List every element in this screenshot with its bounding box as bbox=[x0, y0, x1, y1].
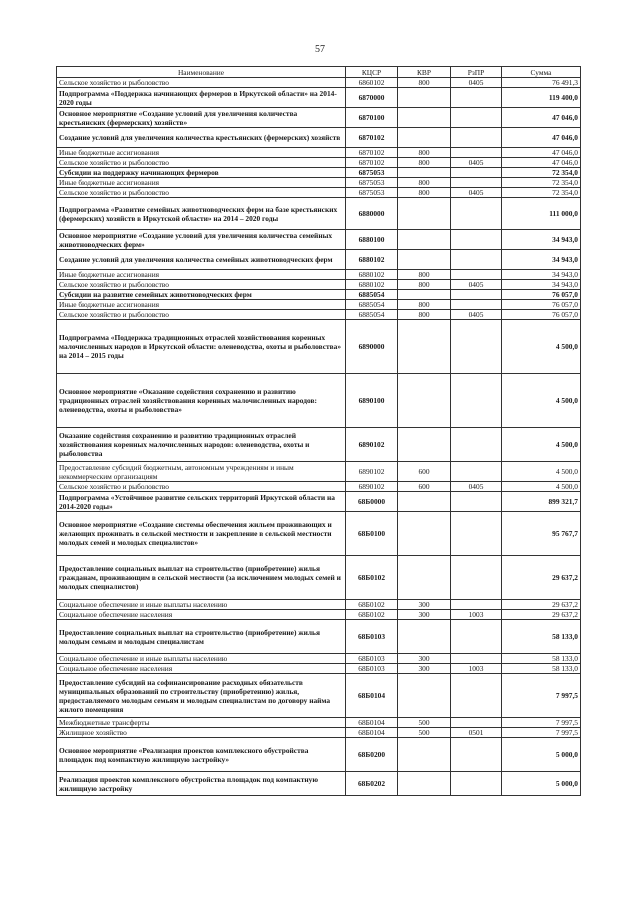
table-row bbox=[57, 158, 581, 168]
table-row bbox=[57, 674, 581, 718]
table-row bbox=[57, 374, 581, 428]
row-kvr-cell bbox=[398, 198, 451, 230]
table-row bbox=[57, 310, 581, 320]
row-kvr-cell: 800 bbox=[398, 300, 451, 310]
row-kvr-cell bbox=[398, 128, 451, 148]
row-kcsr-cell: 68Б0102 bbox=[346, 610, 398, 620]
row-name-cell: Подпрограмма «Развитие семейных животноводческих ферм на базе крестьянских (фермерских) хозяйств в Иркутской области» на 2014 – 2020 годы bbox=[57, 198, 346, 230]
row-kvr-cell bbox=[398, 290, 451, 300]
row-rzpr-cell bbox=[451, 88, 502, 108]
row-kvr-cell bbox=[398, 620, 451, 654]
row-rzpr-cell: 0405 bbox=[451, 78, 502, 88]
table-row bbox=[57, 300, 581, 310]
row-rzpr-cell: 0405 bbox=[451, 158, 502, 168]
row-kvr-cell: 800 bbox=[398, 188, 451, 198]
row-name-cell: Иные бюджетные ассигнования bbox=[57, 178, 346, 188]
row-kcsr-cell: 6880102 bbox=[346, 280, 398, 290]
row-rzpr-cell bbox=[451, 198, 502, 230]
row-name-cell: Создание условий для увеличения количества семейных животноводческих ферм bbox=[57, 250, 346, 270]
row-kcsr-cell: 6870102 bbox=[346, 148, 398, 158]
row-sum-cell: 72 354,0 bbox=[502, 188, 581, 198]
table-row bbox=[57, 88, 581, 108]
table-row bbox=[57, 188, 581, 198]
row-kcsr-cell: 6880000 bbox=[346, 198, 398, 230]
budget-table bbox=[56, 66, 581, 796]
row-sum-cell: 76 491,3 bbox=[502, 78, 581, 88]
row-sum-cell: 47 046,0 bbox=[502, 158, 581, 168]
row-name-cell: Предоставление социальных выплат на строительство (приобретение) жилья молодым семьям и молодым специалистам bbox=[57, 620, 346, 654]
row-kcsr-cell: 68Б0104 bbox=[346, 718, 398, 728]
table-row bbox=[57, 600, 581, 610]
column-header-kvr: КВР bbox=[398, 67, 451, 78]
row-name-cell: Подпрограмма «Поддержка начинающих фермеров в Иркутской области» на 2014-2020 годы bbox=[57, 88, 346, 108]
row-kvr-cell bbox=[398, 374, 451, 428]
row-kvr-cell: 500 bbox=[398, 728, 451, 738]
row-kvr-cell: 300 bbox=[398, 654, 451, 664]
row-kvr-cell bbox=[398, 738, 451, 772]
row-name-cell: Основное мероприятие «Создание условий для увеличения количества семейных животноводческих ферм» bbox=[57, 230, 346, 250]
row-rzpr-cell bbox=[451, 620, 502, 654]
row-sum-cell: 95 767,7 bbox=[502, 512, 581, 556]
row-sum-cell: 4 500,0 bbox=[502, 482, 581, 492]
row-sum-cell: 58 133,0 bbox=[502, 654, 581, 664]
table-row bbox=[57, 428, 581, 462]
row-kvr-cell bbox=[398, 230, 451, 250]
row-sum-cell: 7 997,5 bbox=[502, 674, 581, 718]
table-row bbox=[57, 178, 581, 188]
row-kcsr-cell: 68Б0103 bbox=[346, 654, 398, 664]
row-sum-cell: 29 637,2 bbox=[502, 600, 581, 610]
column-header-name: Наименование bbox=[57, 67, 346, 78]
row-kvr-cell bbox=[398, 772, 451, 796]
row-rzpr-cell: 0405 bbox=[451, 482, 502, 492]
row-kvr-cell: 800 bbox=[398, 280, 451, 290]
row-name-cell: Субсидии на развитие семейных животноводческих ферм bbox=[57, 290, 346, 300]
row-kvr-cell: 800 bbox=[398, 270, 451, 280]
table-row bbox=[57, 270, 581, 280]
row-name-cell: Сельское хозяйство и рыболовство bbox=[57, 188, 346, 198]
row-sum-cell: 58 133,0 bbox=[502, 664, 581, 674]
row-sum-cell: 34 943,0 bbox=[502, 280, 581, 290]
row-kvr-cell bbox=[398, 168, 451, 178]
row-rzpr-cell bbox=[451, 320, 502, 374]
table-row bbox=[57, 556, 581, 600]
row-kcsr-cell: 68Б0104 bbox=[346, 674, 398, 718]
row-rzpr-cell: 0501 bbox=[451, 728, 502, 738]
row-kcsr-cell: 6875053 bbox=[346, 188, 398, 198]
row-name-cell: Иные бюджетные ассигнования bbox=[57, 148, 346, 158]
row-kcsr-cell: 6890102 bbox=[346, 462, 398, 482]
row-kvr-cell: 500 bbox=[398, 718, 451, 728]
row-rzpr-cell bbox=[451, 428, 502, 462]
row-rzpr-cell: 0405 bbox=[451, 280, 502, 290]
row-sum-cell: 72 354,0 bbox=[502, 168, 581, 178]
row-name-cell: Предоставление субсидий бюджетным, автономным учреждениям и иным некоммерческим организациям bbox=[57, 462, 346, 482]
row-sum-cell: 7 997,5 bbox=[502, 718, 581, 728]
row-kvr-cell: 800 bbox=[398, 78, 451, 88]
row-kcsr-cell: 68Б0100 bbox=[346, 512, 398, 556]
row-name-cell: Основное мероприятие «Реализация проектов комплексного обустройства площадок под компактную жилищную застройку» bbox=[57, 738, 346, 772]
row-name-cell: Предоставление социальных выплат на строительство (приобретение) жилья гражданам, проживающим в сельской местности (за исключением молодых семей и молодых специалистов) bbox=[57, 556, 346, 600]
row-kcsr-cell: 68Б0200 bbox=[346, 738, 398, 772]
row-sum-cell: 4 500,0 bbox=[502, 428, 581, 462]
table-row bbox=[57, 664, 581, 674]
column-header-sum: Сумма bbox=[502, 67, 581, 78]
table-row bbox=[57, 148, 581, 158]
table-row bbox=[57, 610, 581, 620]
row-kvr-cell bbox=[398, 492, 451, 512]
row-sum-cell: 34 943,0 bbox=[502, 270, 581, 280]
row-kcsr-cell: 6875053 bbox=[346, 168, 398, 178]
row-rzpr-cell: 0405 bbox=[451, 310, 502, 320]
row-kcsr-cell: 6890100 bbox=[346, 374, 398, 428]
table-row bbox=[57, 482, 581, 492]
row-name-cell: Социальное обеспечение населения bbox=[57, 610, 346, 620]
row-kcsr-cell: 6880100 bbox=[346, 230, 398, 250]
column-header-kcsr: КЦСР bbox=[346, 67, 398, 78]
table-row bbox=[57, 772, 581, 796]
row-name-cell: Основное мероприятие «Создание системы обеспечения жильем проживающих и желающих проживать в сельской местности и закрепление в сельской местности молодых семей и молодых специалистов» bbox=[57, 512, 346, 556]
row-sum-cell: 47 046,0 bbox=[502, 128, 581, 148]
row-rzpr-cell bbox=[451, 270, 502, 280]
row-kvr-cell bbox=[398, 674, 451, 718]
table-row bbox=[57, 168, 581, 178]
row-kvr-cell bbox=[398, 320, 451, 374]
row-kvr-cell: 600 bbox=[398, 462, 451, 482]
row-kvr-cell: 300 bbox=[398, 600, 451, 610]
row-name-cell: Межбюджетные трансферты bbox=[57, 718, 346, 728]
row-kcsr-cell: 6870102 bbox=[346, 128, 398, 148]
table-row bbox=[57, 728, 581, 738]
row-sum-cell: 47 046,0 bbox=[502, 108, 581, 128]
row-kcsr-cell: 6880102 bbox=[346, 270, 398, 280]
row-sum-cell: 76 057,0 bbox=[502, 310, 581, 320]
row-kcsr-cell: 6890000 bbox=[346, 320, 398, 374]
row-rzpr-cell bbox=[451, 300, 502, 310]
row-rzpr-cell bbox=[451, 654, 502, 664]
row-sum-cell: 119 400,0 bbox=[502, 88, 581, 108]
row-sum-cell: 111 000,0 bbox=[502, 198, 581, 230]
row-sum-cell: 5 000,0 bbox=[502, 738, 581, 772]
row-sum-cell: 899 321,7 bbox=[502, 492, 581, 512]
row-kcsr-cell: 68Б0202 bbox=[346, 772, 398, 796]
row-sum-cell: 5 000,0 bbox=[502, 772, 581, 796]
table-row bbox=[57, 250, 581, 270]
row-rzpr-cell bbox=[451, 250, 502, 270]
row-name-cell: Иные бюджетные ассигнования bbox=[57, 270, 346, 280]
table-row bbox=[57, 290, 581, 300]
row-sum-cell: 76 057,0 bbox=[502, 300, 581, 310]
row-kcsr-cell: 6890102 bbox=[346, 482, 398, 492]
row-name-cell: Создание условий для увеличения количества крестьянских (фермерских) хозяйств bbox=[57, 128, 346, 148]
row-rzpr-cell bbox=[451, 178, 502, 188]
row-rzpr-cell: 1003 bbox=[451, 610, 502, 620]
table-row bbox=[57, 718, 581, 728]
table-row bbox=[57, 492, 581, 512]
row-kcsr-cell: 6890102 bbox=[346, 428, 398, 462]
row-rzpr-cell bbox=[451, 148, 502, 158]
row-name-cell: Сельское хозяйство и рыболовство bbox=[57, 158, 346, 168]
row-name-cell: Субсидии на поддержку начинающих фермеров bbox=[57, 168, 346, 178]
row-name-cell: Основное мероприятие «Создание условий для увеличения количества крестьянских (фермерских) хозяйств» bbox=[57, 108, 346, 128]
row-kvr-cell bbox=[398, 556, 451, 600]
table-row bbox=[57, 128, 581, 148]
row-sum-cell: 76 057,0 bbox=[502, 290, 581, 300]
row-kcsr-cell: 6885054 bbox=[346, 300, 398, 310]
row-kcsr-cell: 6885054 bbox=[346, 310, 398, 320]
table-row bbox=[57, 462, 581, 482]
row-kvr-cell: 800 bbox=[398, 310, 451, 320]
table-row bbox=[57, 320, 581, 374]
table-row bbox=[57, 230, 581, 250]
column-header-rzpr: РзПР bbox=[451, 67, 502, 78]
table-row bbox=[57, 198, 581, 230]
table-row bbox=[57, 654, 581, 664]
row-kcsr-cell: 68Б0102 bbox=[346, 556, 398, 600]
row-name-cell: Сельское хозяйство и рыболовство bbox=[57, 78, 346, 88]
row-rzpr-cell: 1003 bbox=[451, 664, 502, 674]
row-rzpr-cell bbox=[451, 600, 502, 610]
row-name-cell: Подпрограмма «Поддержка традиционных отраслей хозяйствования коренных малочисленных народов в Иркутской области: оленеводства, охоты и рыболовства» на 2014 – 2015 годы bbox=[57, 320, 346, 374]
row-name-cell: Жилищное хозяйство bbox=[57, 728, 346, 738]
row-kcsr-cell: 6885054 bbox=[346, 290, 398, 300]
row-kvr-cell bbox=[398, 428, 451, 462]
row-sum-cell: 34 943,0 bbox=[502, 250, 581, 270]
row-rzpr-cell bbox=[451, 556, 502, 600]
table-row bbox=[57, 108, 581, 128]
table-header bbox=[57, 67, 581, 78]
row-name-cell: Социальное обеспечение и иные выплаты населению bbox=[57, 654, 346, 664]
row-name-cell: Реализация проектов комплексного обустройства площадок под компактную жилищную застройку bbox=[57, 772, 346, 796]
row-rzpr-cell bbox=[451, 230, 502, 250]
page-number: 57 bbox=[315, 44, 325, 55]
row-sum-cell: 4 500,0 bbox=[502, 320, 581, 374]
row-sum-cell: 29 637,2 bbox=[502, 556, 581, 600]
row-name-cell: Подпрограмма «Устойчивое развитие сельских территорий Иркутской области на 2014-2020 годы» bbox=[57, 492, 346, 512]
table-row bbox=[57, 78, 581, 88]
row-kvr-cell: 800 bbox=[398, 178, 451, 188]
row-kcsr-cell: 68Б0103 bbox=[346, 620, 398, 654]
header-row bbox=[57, 67, 581, 78]
row-rzpr-cell bbox=[451, 374, 502, 428]
row-rzpr-cell bbox=[451, 492, 502, 512]
row-rzpr-cell bbox=[451, 674, 502, 718]
row-rzpr-cell bbox=[451, 462, 502, 482]
row-name-cell: Социальное обеспечение населения bbox=[57, 664, 346, 674]
row-sum-cell: 4 500,0 bbox=[502, 374, 581, 428]
row-kcsr-cell: 68Б0000 bbox=[346, 492, 398, 512]
table-row bbox=[57, 280, 581, 290]
row-kvr-cell: 300 bbox=[398, 664, 451, 674]
row-name-cell: Сельское хозяйство и рыболовство bbox=[57, 482, 346, 492]
row-name-cell: Основное мероприятие «Оказание содействия сохранению и развитию традиционных отраслей хозяйствования коренных малочисленных народов: оленеводства, охоты и рыболовства» bbox=[57, 374, 346, 428]
row-kvr-cell: 800 bbox=[398, 148, 451, 158]
row-kvr-cell: 800 bbox=[398, 158, 451, 168]
row-kvr-cell bbox=[398, 108, 451, 128]
row-rzpr-cell: 0405 bbox=[451, 188, 502, 198]
row-sum-cell: 7 997,5 bbox=[502, 728, 581, 738]
table-row bbox=[57, 738, 581, 772]
row-kcsr-cell: 6870102 bbox=[346, 158, 398, 168]
row-rzpr-cell bbox=[451, 128, 502, 148]
row-kvr-cell bbox=[398, 88, 451, 108]
row-rzpr-cell bbox=[451, 512, 502, 556]
row-kcsr-cell: 6870000 bbox=[346, 88, 398, 108]
row-sum-cell: 47 046,0 bbox=[502, 148, 581, 158]
row-rzpr-cell bbox=[451, 168, 502, 178]
row-rzpr-cell bbox=[451, 738, 502, 772]
row-sum-cell: 72 354,0 bbox=[502, 178, 581, 188]
row-sum-cell: 4 500,0 bbox=[502, 462, 581, 482]
row-kcsr-cell: 6880102 bbox=[346, 250, 398, 270]
row-sum-cell: 29 637,2 bbox=[502, 610, 581, 620]
row-kcsr-cell: 6875053 bbox=[346, 178, 398, 188]
row-name-cell: Оказание содействия сохранению и развитию традиционных отраслей хозяйствования коренных малочисленных народов: оленеводства, охоты и рыболовства bbox=[57, 428, 346, 462]
row-name-cell: Сельское хозяйство и рыболовство bbox=[57, 310, 346, 320]
row-kvr-cell bbox=[398, 512, 451, 556]
row-sum-cell: 34 943,0 bbox=[502, 230, 581, 250]
row-kvr-cell bbox=[398, 250, 451, 270]
row-kvr-cell: 300 bbox=[398, 610, 451, 620]
row-name-cell: Социальное обеспечение и иные выплаты населению bbox=[57, 600, 346, 610]
row-rzpr-cell bbox=[451, 290, 502, 300]
row-kcsr-cell: 68Б0102 bbox=[346, 600, 398, 610]
row-rzpr-cell bbox=[451, 108, 502, 128]
row-kcsr-cell: 6860102 bbox=[346, 78, 398, 88]
row-rzpr-cell bbox=[451, 718, 502, 728]
row-kvr-cell: 600 bbox=[398, 482, 451, 492]
row-name-cell: Сельское хозяйство и рыболовство bbox=[57, 280, 346, 290]
row-sum-cell: 58 133,0 bbox=[502, 620, 581, 654]
row-name-cell: Предоставление субсидий на софинансирование расходных обязательств муниципальных образований по строительству (приобретению) жилья, предоставляемого молодым семьям и молодым специалистам по договору найма жилого помещения bbox=[57, 674, 346, 718]
row-kcsr-cell: 68Б0103 bbox=[346, 664, 398, 674]
row-kcsr-cell: 6870100 bbox=[346, 108, 398, 128]
table-row bbox=[57, 620, 581, 654]
table-row bbox=[57, 512, 581, 556]
row-rzpr-cell bbox=[451, 772, 502, 796]
row-kcsr-cell: 68Б0104 bbox=[346, 728, 398, 738]
row-name-cell: Иные бюджетные ассигнования bbox=[57, 300, 346, 310]
table-body bbox=[57, 78, 581, 796]
